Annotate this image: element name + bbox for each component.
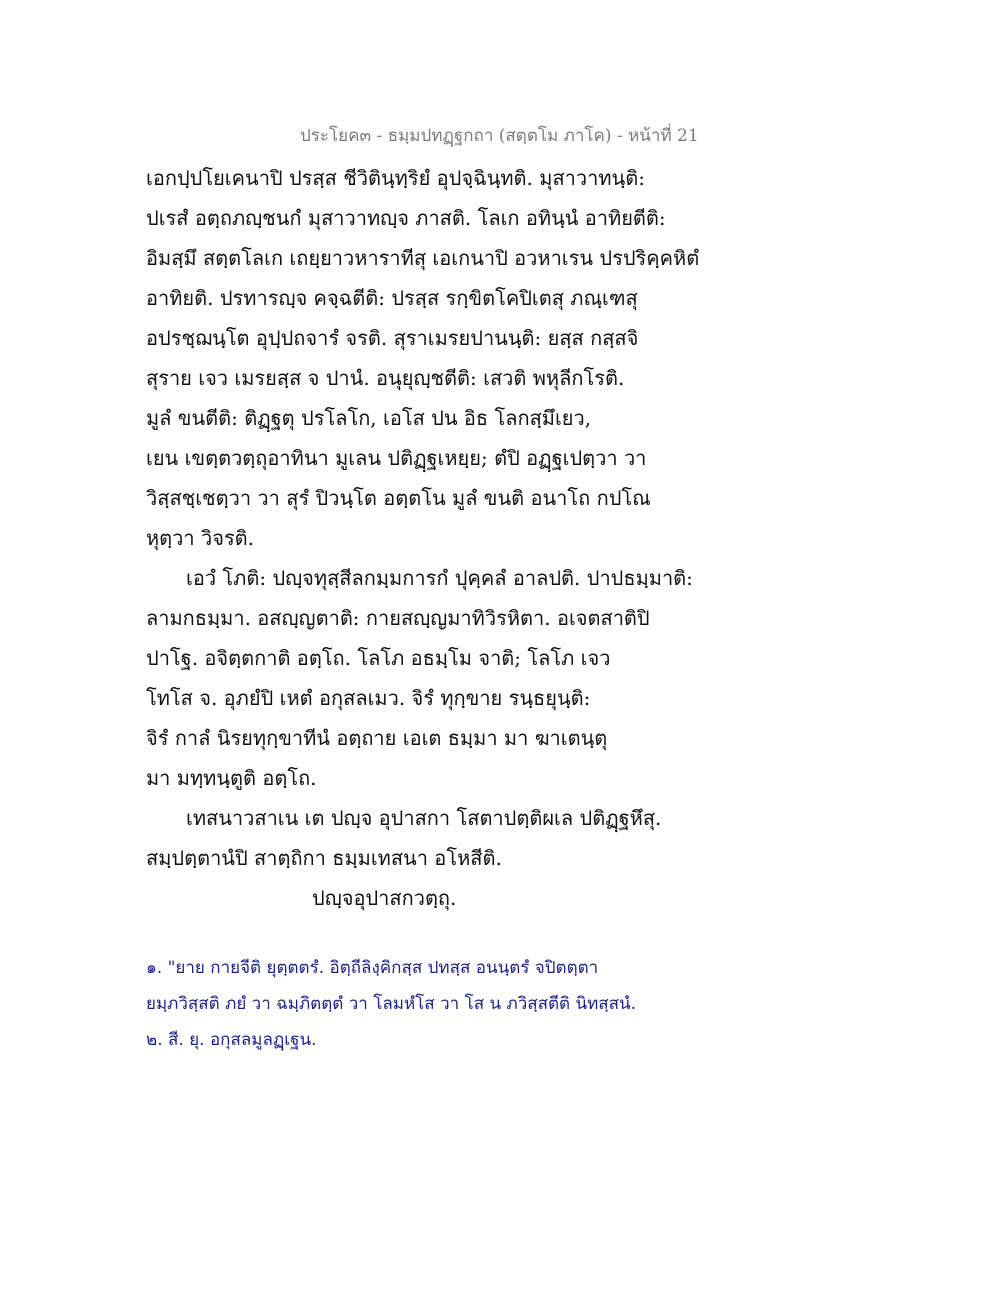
text-line: อปรชฺฌนฺโต อุปฺปถจารํ จรติ. สุราเมรยปานนฺติ: ยสฺส กสฺสจิ: [146, 326, 639, 350]
body-text: [146, 158, 706, 918]
text-line: ปเรสํ อตฺถภญฺชนกํ มุสาวาทญฺจ ภาสติ. โลเก อทินฺนํ อาทิยตีติ:: [146, 206, 666, 230]
footnote-line: ๒. สี. ยุ. อกุสลมูลฏฺเฐน.: [146, 1030, 317, 1050]
text-line: เทสนาวสาเน เต ปญฺจ อุปาสกา โสตาปตฺติผเล ปติฏฺฐหึสุ.: [186, 806, 662, 830]
text-line: จิรํ กาลํ นิรยทุกฺขาทีนํ อตฺถาย เอเต ธมฺมา มา ฆาเตนฺตุ: [146, 726, 608, 750]
text-line: เอวํ โภติ: ปญฺจทุสฺสีลกมฺมการกํ ปุคฺคลํ อาลปติ. ปาปธมฺมาติ:: [186, 566, 693, 590]
page-header: ประโยค๓ - ธมฺมปทฏฺฐกถา (สตฺตโม ภาโค) - หน้าที่ 21: [300, 126, 699, 146]
text-line: มา มทฺทนฺตูติ อตฺโถ.: [146, 766, 317, 790]
text-line: หุตฺวา วิจรติ.: [146, 526, 255, 550]
footnote-line: ยมฺภวิสฺสติ ภยํ วา ฉมฺภิตตฺตํ วา โลมหํโส วา โส น ภวิสฺสตีติ นิทสฺสนํ.: [146, 994, 637, 1014]
text-line: สุราย เจว เมรยสฺส จ ปานํ. อนุยุญฺชตีติ: เสวติ พหุลีกโรติ.: [146, 366, 625, 390]
text-line: โทโส จ. อุภยํปิ เหตํ อกุสลเมว. จิรํ ทุกฺขาย รนฺธยุนฺติ:: [146, 686, 591, 710]
text-line: อาทิยติ. ปรทารญฺจ คจฺฉตีติ: ปรสฺส รกฺขิตโคปิเตสุ ภณฺเฑสุ: [146, 286, 638, 310]
footnote-line: ๑. "ยาย กายจีติ ยุตฺตตรํ. อิตฺถีลิงฺคิกสฺส ปทสฺส อนนฺตรํ จปิตตฺตา: [146, 958, 599, 978]
text-line: วิสฺสชฺเชตฺวา วา สุรํ ปิวนฺโต อตฺตโน มูลํ ขนติ อนาโถ กปโณ: [146, 486, 651, 510]
footnotes: [146, 950, 886, 1058]
text-line: อิมสฺมึ สตฺตโลเก เถยฺยาวหาราทีสุ เอเกนาปิ อวหาเรน ปรปริคฺคหิตํ: [146, 246, 700, 270]
text-line: ลามกธมฺมา. อสญฺญตาติ: กายสญฺญมาทิวิรหิตา. อเจตสาติปิ: [146, 606, 650, 630]
text-line: เอกปฺปโยเคนาปิ ปรสฺส ชีวิตินฺทฺริยํ อุปจฺฉินฺทติ. มุสาวาทนฺติ:: [146, 166, 645, 190]
text-line: ปาโฐ. อจิตฺตกาติ อตฺโถ. โลโภ อธมฺโม จาติ; โลโภ เจว: [146, 646, 611, 670]
text-line: เยน เขตฺตวตฺถุอาทินา มูเลน ปติฏฺฐเหยฺย; ตํปิ อฏฺฐเปตฺวา วา: [146, 446, 647, 470]
section-ending-title: ปญฺจอุปาสกวตฺถุ.: [312, 886, 457, 910]
text-line: มูลํ ขนตีติ: ติฏฺฐตุ ปรโลโก, เอโส ปน อิธ โลกสฺมึเยว,: [146, 406, 592, 430]
text-line: สมฺปตฺตานํปิ สาตฺถิกา ธมฺมเทสนา อโหสีติ.: [146, 846, 502, 870]
